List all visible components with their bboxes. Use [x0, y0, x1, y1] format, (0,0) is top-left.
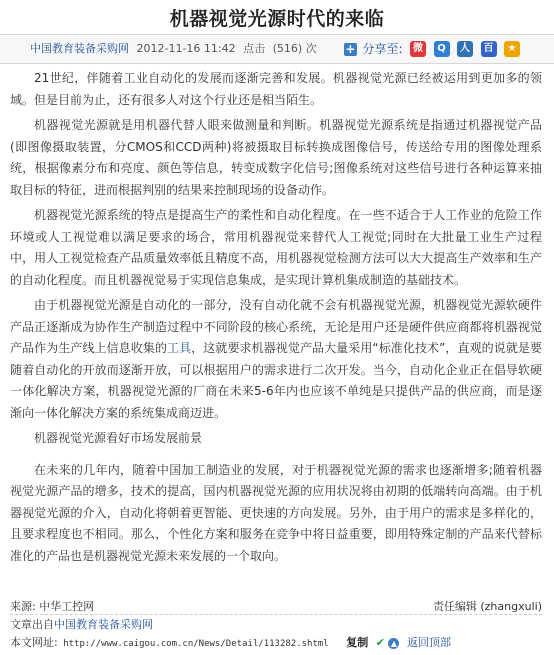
origin-prefix: 文章出自: [10, 618, 54, 631]
back-to-top-link[interactable]: 返回顶部: [406, 636, 451, 649]
article-body: [10, 68, 542, 571]
baidu-icon[interactable]: 百: [481, 41, 497, 57]
paragraph-3: 机器视觉光源系统的特点是提高生产的柔性和自动化程度。在一些不适合于人工作业的危险工作环境或人工视觉难以满足要求的场合，常用机器视觉来替代人工视觉;同时在大批量工业生产过程中，用人工视觉检查产品质量效率低且精度不高，用机器视觉检测方法可以大大提高生产效率和生产的自动化程度。而且机器视觉易于实现信息集成，是实现计算机集成制造的基础技术。: [10, 208, 542, 287]
origin-line: [10, 616, 153, 632]
back-to-top-icon[interactable]: ▲: [388, 638, 399, 649]
article-meta: [30, 35, 317, 63]
clicks-label: 点击: [243, 42, 266, 55]
article-meta-bar: [0, 34, 554, 64]
share-label[interactable]: 分享至:: [362, 42, 403, 56]
paragraph-5: 在未来的几年内，随着中国加工制造业的发展，对于机器视觉光源的需求也逐渐增多;随着机器视觉光源产品的增多，技术的提高，国内机器视觉光源的应用状况将由初期的低端转向高端。由于机器视觉光源的介入，自动化将朝着更智能、更快速的方向发展。另外，由于用户的需求是多样化的，且要求程度也不相同。那么，个性化方案和服务在竞争中将日益重要，即用特殊定制的产品来代替标准化的产品也是机器视觉光源未来发展的一个取向。: [10, 462, 542, 563]
qzone-icon[interactable]: Q: [434, 41, 450, 57]
clicks-unit: 次: [305, 42, 317, 55]
origin-site-link[interactable]: 中国教育装备采购网: [54, 618, 153, 631]
paragraph-2: 机器视觉光源就是用机器代替人眼来做测量和判断。机器视觉光源系统是指通过机器视觉产品(即图像摄取装置，分CMOS和CCD两种)将被摄取目标转换成图像信号，传送给专用的图像处理系统，根据像素分布和亮度、颜色等信息，转变成数字化信号;图像系统对这些信号进行各种运算来抽取目标的特征，进而根据判别的结果来控制现场的设备动作。: [10, 118, 542, 197]
source-site-link[interactable]: 中国教育装备采购网: [30, 42, 129, 55]
paragraph-4-part-b: ，这就要求机器视觉产品大量采用“标准化技术”，直观的说就是要随着自动化的开放而逐渐开放，可以根据用户的需求进行二次开发。当今，自动化企业正在倡导软硬一体化解决方案，机器视觉光源的厂商在未来5-6年内也应该不单纯是只提供产品的供应商，而是逐渐向一体化解决方案的系统集成商迈进。: [10, 341, 542, 420]
copy-button[interactable]: 复制: [346, 636, 369, 649]
paragraph-4: [10, 295, 542, 424]
share-plus-icon[interactable]: +: [345, 41, 356, 56]
share-bar: [344, 35, 520, 63]
tools-keyword-link[interactable]: 工具: [167, 341, 192, 355]
url-label: 本文网址:: [10, 636, 58, 649]
article-footer: [10, 598, 542, 614]
paragraph-1: 21世纪，伴随着工业自动化的发展而逐渐完善和发展。机器视觉光源已经被运用到更加多的领域。但是目前为止，还有很多人对这个行业还是相当陌生。: [10, 71, 542, 107]
click-count: (516): [272, 42, 303, 55]
sina-weibo-icon[interactable]: 微: [410, 41, 426, 57]
paragraph-4-part-a: 由于机器视觉光源是自动化的一部分，没有自动化就不会有机器视觉光源，机器视觉光源软硬件产品正逐渐成为协作生产制造过程中不同阶段的核心系统，无论是用户还是硬件供应商都将机器视觉产品作为生产线上信息收集的: [10, 298, 542, 355]
renren-icon[interactable]: 人: [457, 41, 473, 57]
favorites-icon[interactable]: ★: [504, 41, 520, 57]
section-subheading: 机器视觉光源看好市场发展前景: [34, 431, 203, 445]
article-source: 来源: 中华工控网: [10, 600, 95, 613]
article-title: 机器视觉光源时代的来临: [169, 8, 385, 30]
url-bar: [10, 634, 451, 650]
publish-date: 2012-11-16 11:42: [136, 42, 236, 55]
footer-divider: [10, 614, 542, 615]
check-icon: ✔: [375, 636, 385, 649]
responsible-editor: 责任编辑 (zhangxuli): [432, 600, 542, 613]
article-url: http://www.caigou.com.cn/News/Detail/113282.shtml: [63, 639, 329, 649]
